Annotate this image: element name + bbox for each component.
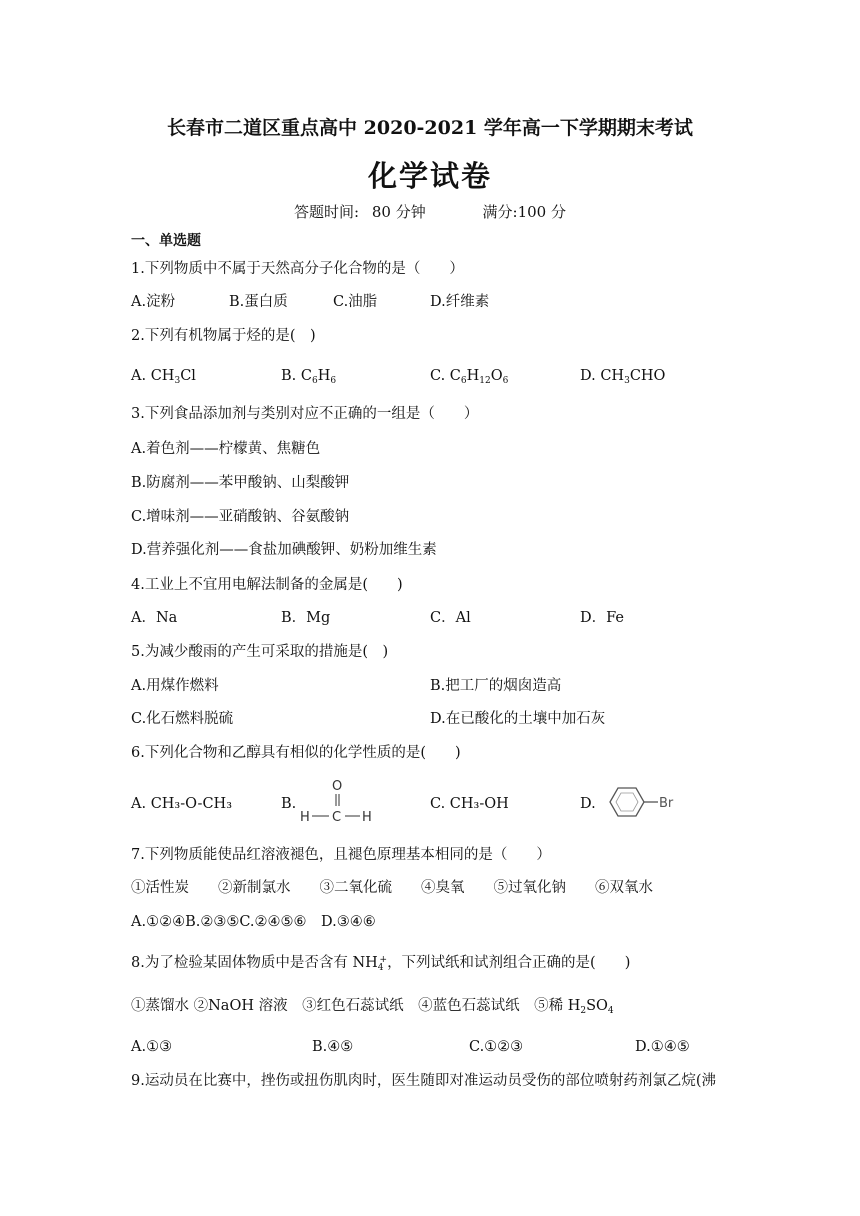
q3-option-b: B.防腐剂——苯甲酸钠、山梨酸钾 xyxy=(131,475,350,491)
q7-options: A.①②④B.②③⑤C.②④⑤⑥ D.③④⑥ xyxy=(131,914,376,930)
q3-option-d: D.营养强化剂——食盐加碘酸钾、奶粉加维生素 xyxy=(131,542,437,558)
score-label: 满分: xyxy=(482,203,518,221)
q5-option-c: C.化石燃料脱硫 xyxy=(131,711,234,727)
q6-option-c: C. CH₃-OH xyxy=(430,796,509,812)
q4-stem: 4.工业上不宜用电解法制备的金属是( ) xyxy=(131,577,403,593)
exam-title: 长春市二道区重点高中 2020-2021 学年高一下学期期末考试 xyxy=(167,117,693,139)
q6-stem: 6.下列化合物和乙醇具有相似的化学性质的是( ) xyxy=(131,745,461,761)
q1-option-c: C.油脂 xyxy=(333,294,378,310)
structure-o: O xyxy=(332,779,343,794)
q6-option-a: A. CH₃-O-CH₃ xyxy=(131,796,233,812)
q4-option-b: B．Mg xyxy=(281,610,331,626)
structure-h1: H xyxy=(300,810,310,825)
q8-option-a: A.①③ xyxy=(131,1039,173,1055)
q6-option-d-label: D. xyxy=(580,796,596,812)
formaldehyde-structure xyxy=(296,776,376,828)
q6-option-b-label: B. xyxy=(281,796,297,812)
structure-br: Br xyxy=(659,796,674,811)
score-value: 100 分 xyxy=(517,203,566,221)
q5-stem: 5.为减少酸雨的产生可采取的措施是( ) xyxy=(131,644,389,660)
time-value: 80 分钟 xyxy=(371,203,426,221)
q2-stem: 2.下列有机物属于烃的是( ) xyxy=(131,328,316,344)
structure-c: C xyxy=(332,810,342,825)
section-heading: 一、单选题 xyxy=(131,233,201,249)
bromobenzene-structure xyxy=(598,780,688,824)
q1-option-a: A.淀粉 xyxy=(131,294,176,310)
q2-option-b: B. $C_6H_6$ xyxy=(281,368,337,386)
exam-meta xyxy=(0,201,860,222)
exam-subtitle: 化学试卷 xyxy=(367,159,492,193)
q5-option-b: B.把工厂的烟囱造高 xyxy=(430,678,562,694)
q1-option-b: B.蛋白质 xyxy=(229,294,288,310)
q2-option-d: D. $CH_3CHO$ xyxy=(580,368,666,386)
q5-option-a: A.用煤作燃料 xyxy=(131,678,219,694)
q4-option-a: A．Na xyxy=(131,610,178,626)
q7-items: ①活性炭 ②新制氯水 ③二氧化硫 ④臭氧 ⑤过氧化钠 ⑥双氧水 xyxy=(131,880,653,896)
q8-stem: 8.为了检验某固体物质中是否含有 $NH_4^+$，下列试纸和试剂组合正确的是( ) xyxy=(131,955,631,973)
q4-option-c: C．Al xyxy=(430,610,471,626)
q3-stem: 3.下列食品添加剂与类别对应不正确的一组是（ ） xyxy=(131,406,479,422)
time-label: 答题时间: xyxy=(294,203,360,221)
q8-option-c: C.①②③ xyxy=(469,1039,524,1055)
q1-stem: 1.下列物质中不属于天然高分子化合物的是（ ） xyxy=(131,261,464,277)
q1-option-d: D.纤维素 xyxy=(430,294,490,310)
q3-option-a: A.着色剂——柠檬黄、焦糖色 xyxy=(131,441,321,457)
q8-option-d: D.①④⑤ xyxy=(635,1039,690,1055)
q5-option-d: D.在已酸化的土壤中加石灰 xyxy=(430,711,606,727)
structure-h2: H xyxy=(362,810,372,825)
q2-option-a: A. $CH_3Cl$ xyxy=(131,368,196,386)
q2-option-c: C. $C_6H_{12}O_6$ xyxy=(430,368,509,386)
q8-option-b: B.④⑤ xyxy=(312,1039,354,1055)
q9-stem: 9.运动员在比赛中，挫伤或扭伤肌肉时，医生随即对准运动员受伤的部位喷射药剂氯乙烷(沸 xyxy=(131,1073,716,1089)
q7-stem: 7.下列物质能使品红溶液褪色，且褪色原理基本相同的是（ ） xyxy=(131,847,551,863)
q3-option-c: C.增味剂——亚硝酸钠、谷氨酸钠 xyxy=(131,509,350,525)
q4-option-d: D．Fe xyxy=(580,610,624,626)
q8-items: ①蒸馏水 ②NaOH 溶液 ③红色石蕊试纸 ④蓝色石蕊试纸 ⑤稀 $H_2SO_4$ xyxy=(131,998,614,1016)
